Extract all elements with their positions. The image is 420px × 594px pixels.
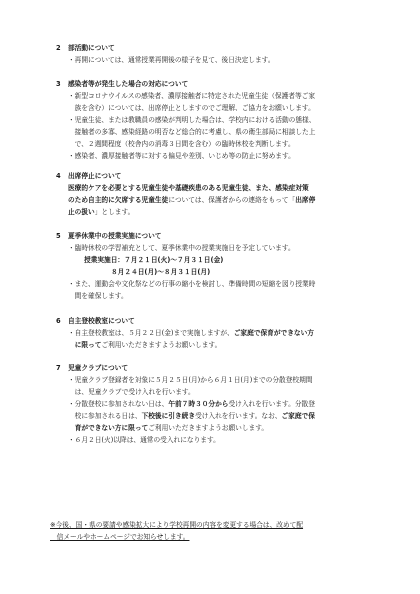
text: 受け入れを行います。分散登 — [228, 400, 315, 408]
section-title: 児童クラブについて — [68, 364, 129, 372]
bold-text: に限って — [74, 341, 102, 349]
section-number: 2 — [56, 44, 61, 52]
section-title: 夏季休業中の授業実施について — [68, 232, 162, 240]
paragraph-line: 医療的ケアを必要とする児童生徒や基礎疾患のある児童生徒、また、感染症対策 — [68, 184, 309, 192]
note-line: ※今後、国・県の要請や感染拡大により学校再開の内容を変更する場合は、改めて配 — [50, 521, 304, 529]
section-title: 部活動について — [68, 44, 115, 52]
bold-text: ご家庭で保育ができない方 — [233, 329, 314, 337]
bold-text: のため自主的に欠席する児童生徒 — [68, 196, 169, 204]
section-4 — [56, 170, 376, 218]
paragraph-line: 接触者の多寡、感染経路の明否など総合的に考慮し、県の衛生部局に相談した上 — [68, 128, 316, 136]
section-number: 5 — [56, 232, 61, 240]
paragraph-line — [68, 410, 376, 422]
note-line: 信メールやホームページでお知らせします。 — [50, 533, 190, 541]
paragraph-line — [68, 422, 376, 434]
section-number: 3 — [56, 80, 61, 88]
text: 受け入れを行います。なお、 — [195, 412, 282, 420]
section-heading — [56, 362, 376, 374]
section-6 — [56, 315, 376, 351]
paragraph-line — [68, 327, 376, 339]
paragraph-line — [68, 398, 376, 410]
section-title: 出席停止について — [68, 172, 122, 180]
section-title: 感染者等が発生した場合の対応について — [68, 80, 189, 88]
paragraph-line: は、児童クラブで受け入れを行います。 — [68, 388, 195, 396]
schedule-dates: 授業実施日：７月２１日(火)～７月３１日(金) — [84, 256, 224, 264]
text — [68, 341, 75, 349]
section-3 — [56, 78, 376, 162]
paragraph-line: で、２週間程度（校舎内の消毒３日間を含む）の臨時休校を判断します。 — [68, 140, 295, 148]
text: ご利用いただきますようお願いします。 — [101, 341, 222, 349]
bold-text: ご家庭で保 — [281, 412, 315, 420]
section-heading — [56, 78, 376, 90]
paragraph-line — [68, 194, 376, 206]
section-number: 7 — [56, 364, 61, 372]
paragraph-line: 族を含む）については、出席停止としますのでご理解、ご協力をお願いします。 — [68, 104, 315, 112]
paragraph-line: 間を確保します。 — [68, 292, 128, 300]
paragraph-line — [68, 206, 376, 218]
paragraph-line: ・児童生徒、または教職員の感染が判明した場合は、学校内における活動の態様、 — [68, 116, 316, 124]
text: 」とします。 — [94, 208, 135, 216]
section-title: 自主登校教室について — [68, 317, 135, 325]
bold-text: 出席停 — [295, 196, 316, 204]
section-number: 4 — [56, 172, 61, 180]
paragraph-line: ・児童クラブ登録者を対象に５月２５日(月)から６月１日(月)までの分散登校期間 — [68, 376, 313, 384]
section-2 — [56, 42, 376, 66]
section-heading — [56, 315, 376, 327]
text: 校に参加される日は、 — [68, 412, 142, 420]
section-heading — [56, 170, 376, 182]
closing-note — [50, 519, 380, 543]
text: ・分散登校に参加されない日は、 — [68, 400, 169, 408]
text: については、保護者からの連絡をもって「 — [168, 196, 296, 204]
section-number: 6 — [56, 317, 61, 325]
paragraph-line: ・６月２日(火)以降は、通常の受入れになります。 — [68, 436, 220, 444]
bold-text: 午前７時３０分から — [168, 400, 229, 408]
paragraph-line: ・感染者、濃厚接触者等に対する偏見や差別、いじめ等の防止に努めます。 — [68, 152, 295, 160]
text: ・自主登校教室は、５月２２日(金)まで実施しますが、 — [68, 329, 234, 337]
paragraph-line: ・新型コロナウイルスの感染者、濃厚接触者に特定された児童生徒（保護者等ご家 — [68, 92, 316, 100]
text — [68, 424, 75, 432]
paragraph-line: ・再開については、通常授業再開後の様子を見て、後日決定します。 — [68, 56, 275, 64]
section-5 — [56, 230, 376, 302]
paragraph-line — [68, 339, 376, 351]
section-heading — [56, 42, 376, 54]
text: ご利用いただきますようお願いします。 — [148, 424, 269, 432]
bold-text: 止の扱い — [68, 208, 95, 216]
bold-text: 育ができない方に限って — [74, 424, 149, 432]
paragraph-line: ・臨時休校の学習補充として、夏季休業中の授業実施日を予定しています。 — [68, 244, 295, 252]
section-7 — [56, 362, 376, 446]
paragraph-line: ・また、運動会や文化祭などの行事の縮小を検討し、準備時間の短縮を図り授業時 — [68, 280, 316, 288]
bold-text: 下校後に引き続き — [141, 412, 196, 420]
schedule-dates: ８月２４日(月)～８月３１日(月) — [111, 268, 211, 276]
section-heading — [56, 230, 376, 242]
